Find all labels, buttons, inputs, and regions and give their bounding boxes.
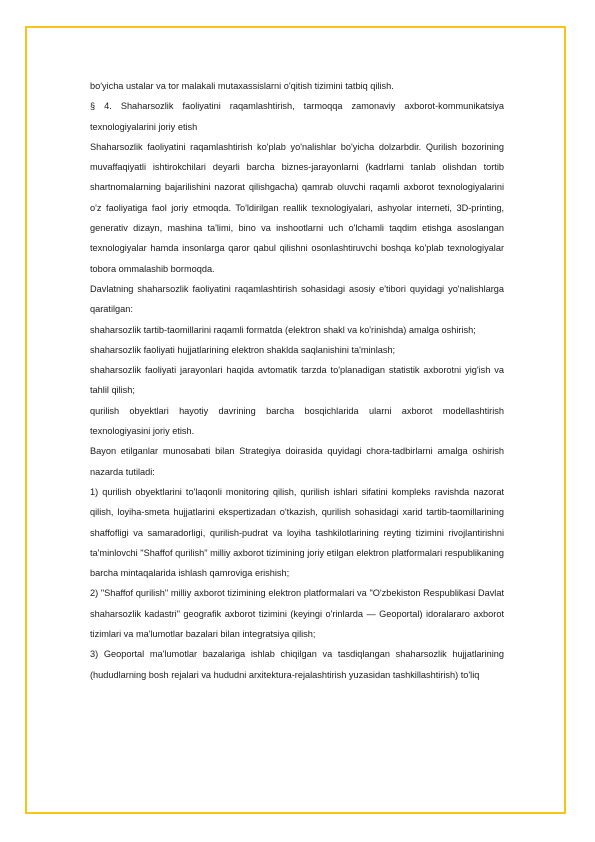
numbered-item-1: 1) qurilish obyektlarini to'laqonli monitoring qilish, qurilish ishlari sifatini kompleks ravishda nazorat qilish, loyiha-smeta hujjatlarini ekspertizadan o'tkazish, qurilish sohasidagi xarid tartib-taomillarining shaffofligi va samaradorligi, qurilish-pudrat va loyiha tashkilotlarining reyting tizimini rivojlantirishni ta'minlovchi "Shaffof qurilish" milliy axborot tizimining joriy etilgan elektron platformalari respublikaning barcha mintaqalarida ishlash qamroviga erishish; bbox=[90, 486, 504, 579]
paragraph-2: Shaharsozlik faoliyatini raqamlashtirish ko'plab yo'nalishlar bo'yicha dolzarbdir. Qurilish bozorining muvaffaqiyatli ishtirokchilari deyarli barcha biznes-jarayonlarni (kadrlarni tanlab olishdan tortib shartnomalarning bajarilishini nazorat qilishgacha) qamrab oluvchi raqamli axborot texnologiyalarini o'z faoliyatiga faol joriy etmoqda. To'ldirilgan reallik texnologiyalari, ashyolar interneti, 3D-printing, generativ dizayn, mashina ta'limi, bino va inshootlarni uch o'lchamli taqdim etishga asoslangan texnologiyalar hamda insonlarga qaror qabul qilishni osonlashtiruvchi boshqa ko'plab texnologiyalar tobora ommalashib bormoqda. bbox=[90, 141, 504, 274]
section-heading: § 4. Shaharsozlik faoliyatini raqamlashtirish, tarmoqqa zamonaviy axborot-kommunikatsiya texnologiyalarini joriy etish bbox=[90, 101, 504, 132]
numbered-item-2: 2) "Shaffof qurilish" milliy axborot tizimining elektron platformalari va "O'zbekiston Respublikasi Davlat shaharsozlik kadastri" geografik axborot tizimini (keyingi o'rinlarda — Geoportal) idoralararo axborot tizimlari va ma'lumotlar bazalari bilan integratsiya qilish; bbox=[90, 588, 504, 640]
document-body bbox=[90, 76, 504, 685]
numbered-item-3: 3) Geoportal ma'lumotlar bazalariga ishlab chiqilgan va tasdiqlangan shaharsozlik hujjatlarining (hududlarning bosh rejalari va hududni arxitektura-rejalashtirish yuzasidan tashkillashtirish) to'liq bbox=[90, 649, 504, 680]
list-item: shaharsozlik tartib-taomillarini raqamli formatda (elektron shakl va ko'rinishda) amalga oshirish; bbox=[90, 324, 476, 335]
paragraph-3: Davlatning shaharsozlik faoliyatini raqamlashtirish sohasidagi asosiy e'tibori quyidagi yo'nalishlarga qaratilgan: bbox=[90, 283, 504, 315]
paragraph-4: Bayon etilganlar munosabati bilan Strategiya doirasida quyidagi chora-tadbirlarni amalga oshirish nazarda tutiladi: bbox=[90, 446, 504, 477]
paragraph-1: bo'yicha ustalar va tor malakali mutaxassislarni o'qitish tizimini tatbiq qilish. bbox=[90, 81, 394, 91]
list-item: shaharsozlik faoliyati hujjatlarining elektron shaklda saqlanishini ta'minlash; bbox=[90, 344, 396, 355]
list-item: shaharsozlik faoliyati jarayonlari haqida avtomatik tarzda to'planadigan statistik axborotni yig'ish va tahlil qilish; bbox=[90, 365, 504, 396]
list-item: qurilish obyektlari hayotiy davrining barcha bosqichlarida ularni axborot modellashtirish texnologiyasini joriy etish. bbox=[90, 405, 504, 437]
